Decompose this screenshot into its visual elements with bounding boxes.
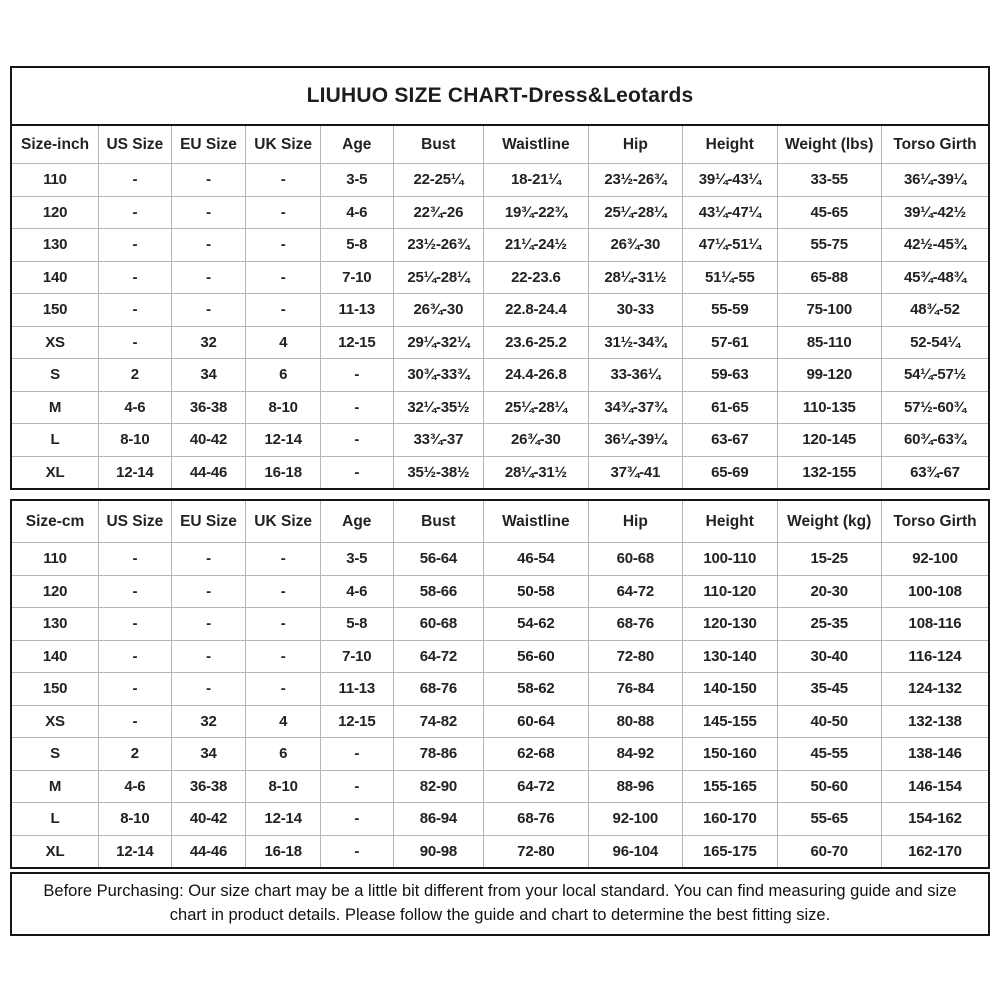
size-label-cell: 120: [12, 196, 99, 229]
column-header: Height: [683, 501, 777, 543]
table-cell: -: [246, 640, 321, 673]
table-cell: 64-72: [484, 770, 588, 803]
table-cell: 5-8: [320, 229, 393, 262]
table-cell: 5-8: [320, 608, 393, 641]
table-cell: 55-75: [777, 229, 881, 262]
table-cell: 18-21¼: [484, 164, 588, 197]
table-row: [12, 770, 988, 803]
table-cell: 92-100: [588, 803, 682, 836]
size-label-cell: M: [12, 391, 99, 424]
page-title: LIUHUO SIZE CHART-Dress&Leotards: [306, 84, 694, 107]
table-cell: 59-63: [683, 359, 777, 392]
table-cell: 45-55: [777, 738, 881, 771]
table-cell: -: [246, 164, 321, 197]
table-cell: 11-13: [320, 673, 393, 706]
column-header: Torso Girth: [881, 126, 988, 164]
table-cell: 76-84: [588, 673, 682, 706]
table-cell: 54-62: [484, 608, 588, 641]
size-label-cell: 130: [12, 608, 99, 641]
table-cell: 7-10: [320, 261, 393, 294]
table-cell: 60-70: [777, 835, 881, 867]
table-cell: 12-14: [99, 835, 172, 867]
table-cell: -: [171, 164, 246, 197]
table-cell: 25¼-28¼: [393, 261, 484, 294]
table-cell: -: [99, 705, 172, 738]
table-cell: 4: [246, 326, 321, 359]
table-cell: -: [320, 359, 393, 392]
table-cell: 26¾-30: [588, 229, 682, 262]
table-row: [12, 326, 988, 359]
table-cell: 45¾-48¾: [881, 261, 988, 294]
table-cell: -: [99, 294, 172, 327]
table-cell: -: [99, 196, 172, 229]
table-cell: 45-65: [777, 196, 881, 229]
table-row: [12, 608, 988, 641]
table-cell: -: [246, 261, 321, 294]
table-cell: 140-150: [683, 673, 777, 706]
table-cell: 120-145: [777, 424, 881, 457]
table-row: [12, 391, 988, 424]
size-label-cell: L: [12, 424, 99, 457]
table-cell: 26¾-30: [393, 294, 484, 327]
table-cell: 58-66: [393, 575, 484, 608]
table-cell: 30-33: [588, 294, 682, 327]
table-cell: -: [171, 640, 246, 673]
size-label-cell: 150: [12, 294, 99, 327]
table-cell: 100-110: [683, 543, 777, 576]
table-cell: 130-140: [683, 640, 777, 673]
table-cell: 35-45: [777, 673, 881, 706]
table-cell: 12-14: [246, 424, 321, 457]
table-cell: 110-135: [777, 391, 881, 424]
size-label-cell: S: [12, 359, 99, 392]
table-cell: 21¼-24½: [484, 229, 588, 262]
table-cell: 78-86: [393, 738, 484, 771]
size-label-cell: 130: [12, 229, 99, 262]
table-cell: 50-58: [484, 575, 588, 608]
table-cell: 63-67: [683, 424, 777, 457]
table-row: [12, 424, 988, 457]
table-cell: 58-62: [484, 673, 588, 706]
table-cell: -: [171, 294, 246, 327]
table-cell: 34: [171, 359, 246, 392]
table-cell: 2: [99, 359, 172, 392]
table-cell: 36-38: [171, 770, 246, 803]
column-header: Size-inch: [12, 126, 99, 164]
table-cell: 84-92: [588, 738, 682, 771]
table-cell: 3-5: [320, 164, 393, 197]
table-row: [12, 673, 988, 706]
table-cell: 26¾-30: [484, 424, 588, 457]
size-label-cell: 110: [12, 164, 99, 197]
size-table-cm: [12, 501, 988, 867]
table-cell: 68-76: [588, 608, 682, 641]
table-cell: -: [171, 229, 246, 262]
table-cell: 75-100: [777, 294, 881, 327]
table-cell: -: [171, 261, 246, 294]
table-cell: -: [171, 673, 246, 706]
table-cell: 154-162: [881, 803, 988, 836]
table-cell: 12-15: [320, 326, 393, 359]
table-cell: -: [99, 640, 172, 673]
table-cell: -: [246, 608, 321, 641]
table-cell: 51¼-55: [683, 261, 777, 294]
table-cell: 61-65: [683, 391, 777, 424]
table-cell: 90-98: [393, 835, 484, 867]
table-cell: 3-5: [320, 543, 393, 576]
table-cell: 100-108: [881, 575, 988, 608]
table-cell: 132-155: [777, 456, 881, 488]
table-cell: 65-88: [777, 261, 881, 294]
table-cell: 29¼-32¼: [393, 326, 484, 359]
table-cell: 4: [246, 705, 321, 738]
title-bar: [12, 68, 988, 126]
table-row: [12, 575, 988, 608]
table-cell: 36¼-39¼: [881, 164, 988, 197]
table-cell: -: [246, 196, 321, 229]
table-row: [12, 543, 988, 576]
table-cell: 60¾-63¾: [881, 424, 988, 457]
table-cell: -: [171, 608, 246, 641]
table-cell: 8-10: [99, 803, 172, 836]
table-cell: 34¾-37¾: [588, 391, 682, 424]
table-cell: 16-18: [246, 456, 321, 488]
table-cell: -: [99, 229, 172, 262]
table-cell: -: [99, 673, 172, 706]
table-cell: 57-61: [683, 326, 777, 359]
column-header: US Size: [99, 126, 172, 164]
table-cell: 150-160: [683, 738, 777, 771]
table-cell: 68-76: [393, 673, 484, 706]
table-cell: 92-100: [881, 543, 988, 576]
table-cell: -: [320, 835, 393, 867]
table-cell: 37¾-41: [588, 456, 682, 488]
table-cell: 50-60: [777, 770, 881, 803]
size-label-cell: XS: [12, 326, 99, 359]
size-label-cell: 120: [12, 575, 99, 608]
column-header: Bust: [393, 126, 484, 164]
table-cell: 6: [246, 738, 321, 771]
column-header: UK Size: [246, 501, 321, 543]
table-cell: 74-82: [393, 705, 484, 738]
column-header: EU Size: [171, 501, 246, 543]
table-row: [12, 640, 988, 673]
table-cell: 8-10: [99, 424, 172, 457]
table-cell: 30¾-33¾: [393, 359, 484, 392]
table-cell: 48¾-52: [881, 294, 988, 327]
table-cell: 99-120: [777, 359, 881, 392]
table-cell: 40-50: [777, 705, 881, 738]
table-cell: 60-64: [484, 705, 588, 738]
table-cell: 12-14: [246, 803, 321, 836]
table-cell: 31½-34¾: [588, 326, 682, 359]
size-label-cell: XL: [12, 456, 99, 488]
table-cell: 155-165: [683, 770, 777, 803]
table-row: [12, 803, 988, 836]
table-row: [12, 294, 988, 327]
table-cell: 24.4-26.8: [484, 359, 588, 392]
column-header: Hip: [588, 501, 682, 543]
table-cell: -: [99, 608, 172, 641]
size-label-cell: M: [12, 770, 99, 803]
table-cell: 42½-45¾: [881, 229, 988, 262]
table-cell: 20-30: [777, 575, 881, 608]
size-label-cell: 140: [12, 640, 99, 673]
table-cell: 7-10: [320, 640, 393, 673]
footer-note-box: [10, 872, 990, 936]
table-cell: 30-40: [777, 640, 881, 673]
table-cell: 23½-26¾: [393, 229, 484, 262]
table-cell: 72-80: [484, 835, 588, 867]
size-table-inch: [12, 126, 988, 488]
size-label-cell: XS: [12, 705, 99, 738]
table-cell: 60-68: [393, 608, 484, 641]
table-cell: 6: [246, 359, 321, 392]
table-cell: 55-59: [683, 294, 777, 327]
table-cell: -: [171, 543, 246, 576]
table-cell: 36¼-39¼: [588, 424, 682, 457]
inch-table-panel: [10, 66, 990, 490]
table-cell: 138-146: [881, 738, 988, 771]
table-cell: 96-104: [588, 835, 682, 867]
column-header: Waistline: [484, 501, 588, 543]
table-cell: 62-68: [484, 738, 588, 771]
table-cell: -: [246, 673, 321, 706]
table-row: [12, 359, 988, 392]
table-cell: 36-38: [171, 391, 246, 424]
table-cell: 11-13: [320, 294, 393, 327]
table-cell: 64-72: [393, 640, 484, 673]
table-cell: 46-54: [484, 543, 588, 576]
table-cell: 16-18: [246, 835, 321, 867]
column-header: Torso Girth: [881, 501, 988, 543]
table-row: [12, 835, 988, 867]
table-row: [12, 456, 988, 488]
table-cell: 64-72: [588, 575, 682, 608]
table-cell: 56-60: [484, 640, 588, 673]
table-cell: -: [320, 770, 393, 803]
table-cell: 19¾-22¾: [484, 196, 588, 229]
cm-table-panel: [10, 499, 990, 869]
table-cell: 72-80: [588, 640, 682, 673]
table-cell: 28¼-31½: [484, 456, 588, 488]
footer-note: Before Purchasing: Our size chart may be a little bit different from your local standard. You can find measuring guide and size chart in product details. Please follow the guide and chart to determine the best fitting size.: [43, 882, 957, 924]
table-cell: 88-96: [588, 770, 682, 803]
column-header: Bust: [393, 501, 484, 543]
table-row: [12, 196, 988, 229]
table-cell: 25¼-28¼: [588, 196, 682, 229]
table-cell: 32: [171, 326, 246, 359]
table-cell: -: [246, 294, 321, 327]
table-cell: 34: [171, 738, 246, 771]
table-cell: 44-46: [171, 456, 246, 488]
table-cell: 32: [171, 705, 246, 738]
table-cell: 145-155: [683, 705, 777, 738]
table-cell: 33-55: [777, 164, 881, 197]
table-cell: 55-65: [777, 803, 881, 836]
column-header: Age: [320, 501, 393, 543]
table-cell: -: [99, 261, 172, 294]
table-cell: -: [171, 196, 246, 229]
table-cell: 43¼-47¼: [683, 196, 777, 229]
table-cell: 32¼-35½: [393, 391, 484, 424]
table-cell: 57½-60¾: [881, 391, 988, 424]
table-row: [12, 261, 988, 294]
table-cell: 52-54¼: [881, 326, 988, 359]
table-cell: 44-46: [171, 835, 246, 867]
table-cell: 54¼-57½: [881, 359, 988, 392]
table-cell: 4-6: [320, 575, 393, 608]
table-cell: 39¼-43¼: [683, 164, 777, 197]
table-cell: -: [320, 424, 393, 457]
column-header: Size-cm: [12, 501, 99, 543]
column-header: EU Size: [171, 126, 246, 164]
column-header: Waistline: [484, 126, 588, 164]
table-cell: -: [320, 803, 393, 836]
table-cell: 15-25: [777, 543, 881, 576]
table-cell: -: [246, 575, 321, 608]
table-cell: 4-6: [99, 391, 172, 424]
table-cell: 47¼-51¼: [683, 229, 777, 262]
table-cell: 56-64: [393, 543, 484, 576]
table-cell: 39¼-42½: [881, 196, 988, 229]
table-cell: 35½-38½: [393, 456, 484, 488]
table-cell: -: [99, 543, 172, 576]
table-cell: 86-94: [393, 803, 484, 836]
table-cell: 40-42: [171, 803, 246, 836]
column-header: Weight (kg): [777, 501, 881, 543]
table-row: [12, 738, 988, 771]
table-cell: 160-170: [683, 803, 777, 836]
table-cell: 22¾-26: [393, 196, 484, 229]
table-cell: -: [171, 575, 246, 608]
table-cell: 65-69: [683, 456, 777, 488]
table-cell: 12-15: [320, 705, 393, 738]
table-cell: 68-76: [484, 803, 588, 836]
table-cell: 63¾-67: [881, 456, 988, 488]
table-cell: 23½-26¾: [588, 164, 682, 197]
column-header: Age: [320, 126, 393, 164]
table-cell: 110-120: [683, 575, 777, 608]
table-cell: 33-36¼: [588, 359, 682, 392]
table-cell: 132-138: [881, 705, 988, 738]
table-cell: -: [99, 326, 172, 359]
table-cell: 4-6: [320, 196, 393, 229]
table-cell: 60-68: [588, 543, 682, 576]
table-cell: -: [99, 164, 172, 197]
table-cell: -: [246, 543, 321, 576]
table-cell: 23.6-25.2: [484, 326, 588, 359]
table-cell: 120-130: [683, 608, 777, 641]
table-cell: 12-14: [99, 456, 172, 488]
table-cell: 25-35: [777, 608, 881, 641]
table-cell: -: [246, 229, 321, 262]
table-cell: 33¾-37: [393, 424, 484, 457]
table-cell: 2: [99, 738, 172, 771]
table-cell: 80-88: [588, 705, 682, 738]
table-row: [12, 705, 988, 738]
table-cell: 8-10: [246, 391, 321, 424]
size-label-cell: L: [12, 803, 99, 836]
header-row: [12, 126, 988, 164]
table-cell: -: [320, 738, 393, 771]
table-cell: 85-110: [777, 326, 881, 359]
column-header: US Size: [99, 501, 172, 543]
table-cell: 28¼-31½: [588, 261, 682, 294]
table-row: [12, 164, 988, 197]
table-cell: 4-6: [99, 770, 172, 803]
table-cell: -: [320, 456, 393, 488]
size-label-cell: 110: [12, 543, 99, 576]
column-header: UK Size: [246, 126, 321, 164]
column-header: Hip: [588, 126, 682, 164]
table-cell: 22-23.6: [484, 261, 588, 294]
size-label-cell: 150: [12, 673, 99, 706]
table-row: [12, 229, 988, 262]
column-header: Height: [683, 126, 777, 164]
table-cell: 22-25¼: [393, 164, 484, 197]
size-label-cell: S: [12, 738, 99, 771]
table-cell: 165-175: [683, 835, 777, 867]
table-cell: 25¼-28¼: [484, 391, 588, 424]
table-cell: 108-116: [881, 608, 988, 641]
table-cell: 82-90: [393, 770, 484, 803]
table-cell: 22.8-24.4: [484, 294, 588, 327]
table-cell: 8-10: [246, 770, 321, 803]
table-cell: 116-124: [881, 640, 988, 673]
size-label-cell: 140: [12, 261, 99, 294]
column-header: Weight (lbs): [777, 126, 881, 164]
table-cell: -: [99, 575, 172, 608]
header-row: [12, 501, 988, 543]
table-cell: 146-154: [881, 770, 988, 803]
size-label-cell: XL: [12, 835, 99, 867]
table-cell: 124-132: [881, 673, 988, 706]
table-cell: -: [320, 391, 393, 424]
table-cell: 162-170: [881, 835, 988, 867]
table-cell: 40-42: [171, 424, 246, 457]
